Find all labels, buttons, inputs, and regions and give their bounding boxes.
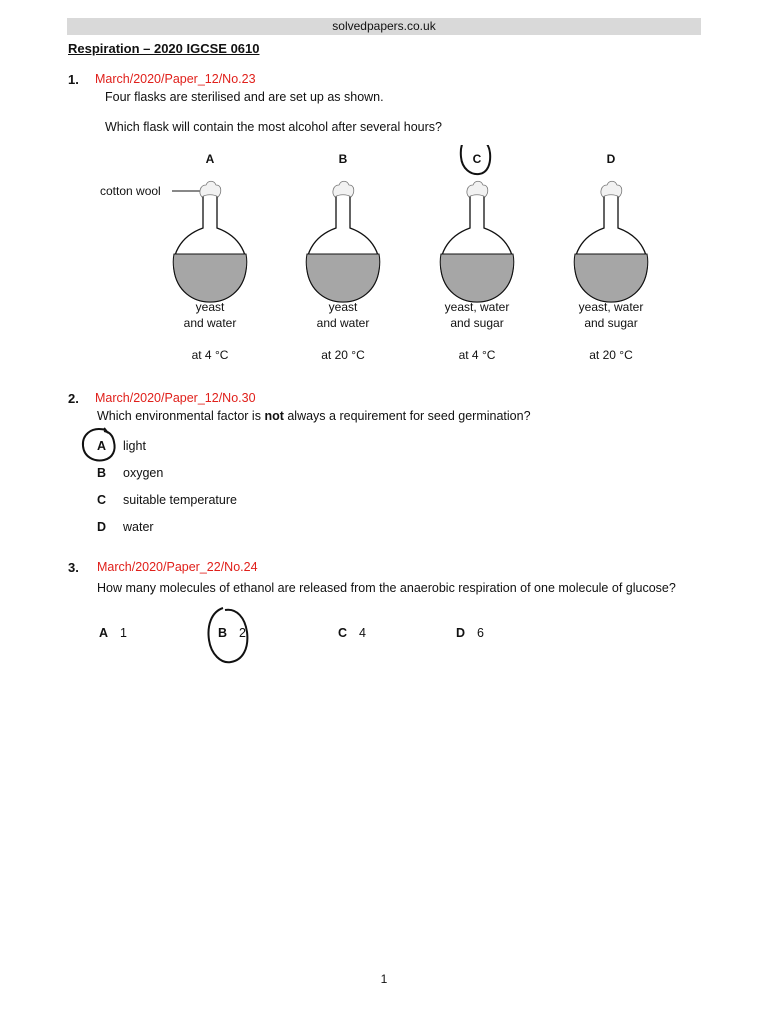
flask-c-cotton-plug — [467, 181, 488, 197]
option-letter: B — [97, 466, 107, 480]
option-letter: B — [218, 626, 228, 640]
flask-a-letter: A — [205, 152, 215, 166]
flask-d-temperature: at 20 °C — [589, 348, 633, 362]
question-3-option-a[interactable] — [99, 626, 127, 640]
flask-c-contents-2: and sugar — [450, 316, 504, 330]
flask-a — [173, 152, 247, 362]
site-name: solvedpapers.co.uk — [332, 19, 436, 33]
question-1-text: Which flask will contain the most alcohol after several hours? — [105, 120, 442, 134]
flask-d-letter: D — [606, 152, 616, 166]
option-text: 1 — [120, 626, 127, 640]
question-2-text — [97, 409, 531, 423]
option-letter: A — [97, 439, 107, 453]
question-1-reference: March/2020/Paper_12/No.23 — [95, 72, 256, 86]
question-2-option-c[interactable] — [97, 493, 237, 507]
question-3-reference: March/2020/Paper_22/No.24 — [97, 560, 258, 574]
flask-d-contents-1: yeast, water — [578, 300, 644, 314]
option-text: light — [123, 439, 146, 453]
flask-b-contents-1: yeast — [328, 300, 358, 314]
question-2-text-end: always a requirement for seed germination? — [283, 409, 531, 423]
option-text: 4 — [359, 626, 366, 640]
flask-a-contents-1: yeast — [195, 300, 225, 314]
flask-a-contents-2: and water — [183, 316, 237, 330]
question-2-text-emphasis: not — [264, 409, 284, 423]
question-2-text-start: Which environmental factor is — [97, 409, 265, 423]
option-text: oxygen — [123, 466, 164, 480]
question-3-text: How many molecules of ethanol are released from the anaerobic respiration of one molecule of glucose? — [97, 581, 676, 595]
option-text: 6 — [477, 626, 484, 640]
question-1-intro: Four flasks are sterilised and are set up as shown. — [105, 90, 384, 104]
document-title: Respiration – 2020 IGCSE 0610 — [68, 41, 260, 56]
flask-c-letter: C — [472, 152, 482, 166]
flask-a-cotton-plug — [200, 181, 221, 197]
question-1-number: 1. — [68, 72, 79, 87]
option-letter: D — [456, 626, 466, 640]
flask-b-contents-2: and water — [316, 316, 370, 330]
option-letter: C — [338, 626, 348, 640]
option-text: water — [123, 520, 154, 534]
flask-c — [440, 145, 514, 362]
flask-b — [306, 152, 380, 362]
question-3-option-c[interactable] — [338, 626, 366, 640]
flask-c-contents-1: yeast, water — [444, 300, 510, 314]
flask-b-temperature: at 20 °C — [321, 348, 365, 362]
flask-d — [574, 152, 648, 362]
question-2-number: 2. — [68, 391, 79, 406]
flask-c-temperature: at 4 °C — [458, 348, 496, 362]
question-3-number: 3. — [68, 560, 79, 575]
option-letter: A — [99, 626, 109, 640]
cotton-wool-label: cotton wool — [100, 184, 161, 198]
flask-b-cotton-plug — [333, 181, 354, 197]
question-2-reference: March/2020/Paper_12/No.30 — [95, 391, 256, 405]
flask-b-letter: B — [338, 152, 348, 166]
option-letter: D — [97, 520, 107, 534]
question-3-answer-circle — [203, 604, 255, 668]
flask-d-cotton-plug — [601, 181, 622, 197]
flask-a-temperature: at 4 °C — [191, 348, 229, 362]
question-3-option-d[interactable] — [456, 626, 484, 640]
option-letter: C — [97, 493, 107, 507]
site-header-bar — [67, 18, 701, 35]
option-text: 2 — [239, 626, 246, 640]
question-2-option-b[interactable] — [97, 466, 163, 480]
option-text: suitable temperature — [123, 493, 237, 507]
question-2-option-d[interactable] — [97, 520, 154, 534]
flask-d-contents-2: and sugar — [584, 316, 638, 330]
question-2-answer-circle — [78, 424, 122, 466]
flask-diagram — [90, 145, 690, 370]
page-number: 1 — [380, 972, 388, 986]
